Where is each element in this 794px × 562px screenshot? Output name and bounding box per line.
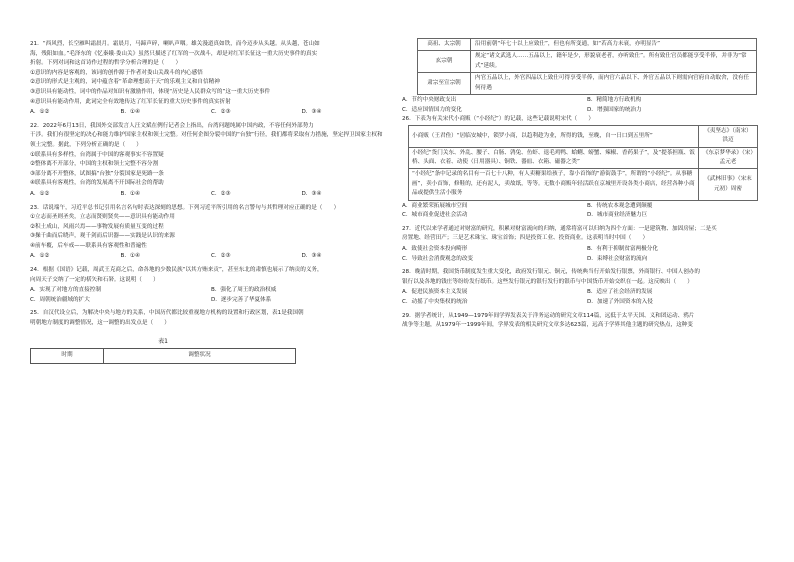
table-header-cell: 时期 (31, 349, 104, 364)
table-caption: 表1 (158, 337, 168, 345)
question-stem: 战争等主题，从1979年一1999年间，学界发表的相关研究文章多达623篇，远高于学界其他主题的研究热点，这种变 (402, 322, 693, 329)
question-stem: 23．话说端午，习近平总书记引用名言名句时表达深刻的思想。下列习近平所引用的名言警句与其哲理对应正确的是（ ） (30, 204, 340, 211)
answer-options (402, 202, 772, 221)
question-22 (30, 122, 392, 200)
table-row (409, 169, 758, 200)
question-stem: 海，残阳如血。”毛泽东的《忆秦娥·娄山关》虽然只描述了红军的一次战斗，却是对红军长征这一重大历史事件的真实 (30, 50, 318, 57)
option-c[interactable]: C．②③ (211, 253, 231, 260)
table-cell-text: 内官五品以上，外官四品以上致仕可得享受半俸，而内官六品以下、外官五品以下则需向官府自动取舍，没有任何待遇 (471, 73, 757, 95)
option-b[interactable]: B．精简地方行政机构 (587, 97, 642, 104)
answer-options (30, 252, 392, 262)
question-stem: 29．据学者统计，从1949—1979年间学界发表关于洋务运动的研究文章114篇，远低于太平天国、义和团运动、鸦片 (402, 312, 695, 319)
option-b[interactable]: B．①④ (120, 190, 140, 197)
option-b[interactable]: B．①④ (120, 253, 140, 260)
statement-item: ①联系具有多样性，台湾属于中国的客观事实不容置疑 (30, 151, 164, 158)
option-a[interactable]: A．①② (30, 253, 50, 260)
question-23 (30, 204, 392, 263)
question-stem: 折射。下列对词和这首诗作过程的哲学分析合理的是（ ） (30, 60, 182, 67)
question-stem: 27．近代以来学者通过对财富的研究，积累对财富流向的归纳，通常将富可以归纳为四个方面：一是建筑物、加固房屋；二是买 (402, 225, 717, 232)
statement-item: ①立志而圣则圣矣，立志而贤则贤矣——意识具有能动作用 (30, 214, 175, 221)
question-stem: 28．晚清时期，我国货币制度发生重大变化，政府发行银元、铜元，传统典当行开始发行银票，外商银行、中国人创办的 (402, 269, 700, 276)
option-c[interactable]: C．周朝统治疆域的扩大 (30, 296, 90, 303)
option-b[interactable]: B．适应了社会经济的发展 (587, 289, 653, 296)
option-d[interactable]: D．束缚社会财富的流向 (587, 255, 648, 262)
question-25-options (402, 96, 772, 115)
question-28 (402, 268, 772, 307)
option-d[interactable]: D．③④ (301, 109, 322, 116)
statement-item: ④意识具有能动作用，此词完全有效地传达了红军长征的重大历史事件的真实折射 (30, 98, 231, 105)
table-cell-era: 高祖、太宗朝 (418, 39, 471, 51)
table-cell-era: 玄宗朝 (418, 51, 471, 73)
question-29 (402, 312, 772, 331)
question-27 (402, 225, 772, 264)
table-1-header (30, 348, 296, 364)
option-a[interactable]: A．实现了对地方的直接控制 (30, 287, 101, 294)
option-a[interactable]: A．①② (30, 109, 50, 116)
table-26 (408, 125, 758, 201)
answer-options (30, 190, 392, 200)
table-cell-text: “小经纪”条中记录的名目有一百七十八种，有人卖糖果给孩子，靠小首饰的“游街鼓手”，所谓的“小经纪”。从事糖画”，卖小首饰，修鞋的，还有泥人，卖故纸，等等。无数小商贩年轻活跃在京城里开设各类小商店，经营各种小商品或提供生活小服务 (409, 169, 699, 200)
table-cell-source: 《武林旧事》（宋末元初）周密 (699, 169, 758, 200)
statement-item: ③意识具有能动性，词中的作品对知识有激励作用，体现“历史是人民群众写的”这一重大历史事件 (30, 88, 271, 95)
table-cell-source: 《夷坚志》（南宋）洪迈 (699, 125, 758, 147)
question-21 (30, 40, 392, 118)
table-row (418, 51, 757, 73)
statement-item: ①意识的内容是客观的，该词的创作源于作者对娄山关战斗的内心感悟 (30, 69, 203, 76)
question-stem: 明朝地方制度的调整情况，这一调整的出发点是（ ） (30, 320, 170, 327)
option-a[interactable]: A．节约中央财政支出 (402, 97, 457, 104)
table-row (418, 73, 757, 95)
table-cell-text: 小经纪“货门关东、外乱、腰子、白肠、鹑兔、鱼虾、退毛鸡鸭、蛤蜊、螃蟹、辣椒、香药果子”，及“提茶担瓶、饭桥、头面、衣着、动使（日用器具）、铜铁、器皿、衣箱、磁器之类” (409, 147, 699, 169)
question-26 (402, 115, 772, 221)
question-stem: 21．“西风烈，长空雁叫霜晨月。霜晨月，马蹄声碎，喇叭声咽。雄关漫道真如铁，而今迈步从头越。从头越，苍山如 (30, 41, 320, 47)
answer-options (30, 286, 392, 305)
option-d[interactable]: D．③④ (301, 253, 322, 260)
option-d[interactable]: D．加速了外国资本的入侵 (587, 299, 653, 305)
question-stem: 25．自汉代设立后，为解决中央与地方的关系，中国历代都比较重视地方机构的设置和行政区划，表1是我国朝 (30, 310, 304, 317)
option-c[interactable]: C．适应国情国力的变化 (402, 106, 462, 113)
option-c[interactable]: C．导致社会消费观念的改变 (402, 255, 474, 262)
option-b[interactable]: B．传统农本观念遭到颠覆 (587, 202, 653, 209)
option-a[interactable]: A．商业繁荣拓展城市空间 (402, 202, 468, 209)
table-cell-text: 小商贩（王君佺）“居临安城中，锁罗小商，以趋利趁为业，所得的钱，至晚，自一日口到五里所” (409, 125, 699, 147)
table-cell-text: 沿用前朝“年七十以上应致仕”，但也有所变通，如“若高力未衰，亦明显告” (471, 39, 757, 51)
table-cell-source: 《东京梦华录》（宋）孟元老 (699, 147, 758, 169)
left-column (30, 40, 392, 364)
option-c[interactable]: C．②③ (211, 190, 231, 197)
question-stem: 22．2022年6月13日，我国外交部发言人汪文斌在例行记者会上指出，台湾问题纯属中国内政，不容任何外部势力 (30, 122, 314, 129)
option-c[interactable]: C．动摇了中央集权的统治 (402, 299, 468, 305)
answer-options (402, 96, 772, 115)
option-a[interactable]: A．①② (30, 190, 50, 197)
statement-item: ③部分离不开整体，试图搞“台独”分裂国家是死路一条 (30, 170, 164, 177)
option-a[interactable]: A．致使社会资本投向畸形 (402, 246, 468, 253)
statement-item: ③操千曲而后晓声，观千剑而后识器——实践是认识的来源 (30, 233, 175, 240)
option-c[interactable]: C．城市商业促进社会活动 (402, 212, 468, 219)
table-row (409, 147, 758, 169)
question-stem: 干涉。我们有很坚定的决心和能力维护国家主权和领土完整。对任何企图分裂中国的“台独”行径，我们都将采取有力措施，坚定捍卫国家主权和 (30, 132, 383, 139)
table-cell-text: 规定“诸文武选人……五品以上，籍年是少，形貌衰老者，亦听致仕”。所有致仕官员都能享受半俸，并非为“常式”延续。 (471, 51, 757, 73)
statement-item: ②意识的形式是主观的，词中蕴含着“革命理想高于天”的乐观主义和自信精神 (30, 79, 220, 86)
question-stem: 房置地、经营田产；三是艺术珠宝、珠宝首饰；四是投资工业、投资商业。这表明当时中国（ ） (402, 235, 649, 242)
option-a[interactable]: A．促进民族资本主义发展 (402, 289, 468, 296)
option-d[interactable]: D．逐步完善了华夏体系 (211, 296, 272, 303)
table-1-body (417, 38, 757, 95)
answer-options (402, 288, 772, 307)
statement-item: ②整体离不开部分，中国的主权和领土完整不容分割 (30, 161, 159, 168)
table-row (418, 39, 757, 51)
option-d[interactable]: D．增强国家的统治力 (587, 106, 642, 113)
question-stem: 银行以及各地的钱庄等纷纷发行纸币。这些发行银元的银行发行的银币与中国货币开始交织在一起。这反映出（ ） (402, 278, 693, 285)
option-d[interactable]: D．③④ (301, 190, 322, 197)
question-24 (30, 266, 392, 305)
option-b[interactable]: B．有利于抑制贫富两极分化 (587, 246, 658, 253)
question-stem: 26．下表为有关宋代小商贩（“小经纪”）的记载，这些记载说明宋代（ ） (402, 116, 594, 123)
question-stem: 24．根据《国语》记载，周武王克商之后，命各地的少数民族“以其方贿来贡”，甚至东北的肃慎也展示了纳贡的义务， (30, 267, 323, 274)
question-stem: 领土完整。据此，下列分析正确的是（ ） (30, 141, 142, 148)
answer-options (402, 245, 772, 264)
table-cell-era: 肃宗至宣宗朝 (418, 73, 471, 95)
option-b[interactable]: B．①④ (120, 109, 140, 116)
table-header-cell: 调整状况 (104, 349, 296, 364)
right-column (402, 38, 772, 331)
answer-options (30, 108, 392, 118)
option-d[interactable]: D．城市商业经济魅力巨 (587, 212, 648, 219)
option-c[interactable]: C．②③ (211, 109, 231, 116)
table-row (409, 125, 758, 147)
statement-item: ④前车覆，后车戒——联系具有客观性和普遍性 (30, 242, 147, 249)
question-stem: 向周天子交纳了一定的楛矢和石砮。这说明（ ） (30, 276, 159, 283)
statement-item: ②积土成山，风雨兴焉——事物发展有质量互变的过程 (30, 223, 164, 230)
question-25 (30, 309, 392, 364)
statement-item: ④联系具有客观性，台湾的发展离不开国际社会的帮助 (30, 180, 164, 187)
option-b[interactable]: B．强化了周王的政治权威 (211, 287, 277, 294)
